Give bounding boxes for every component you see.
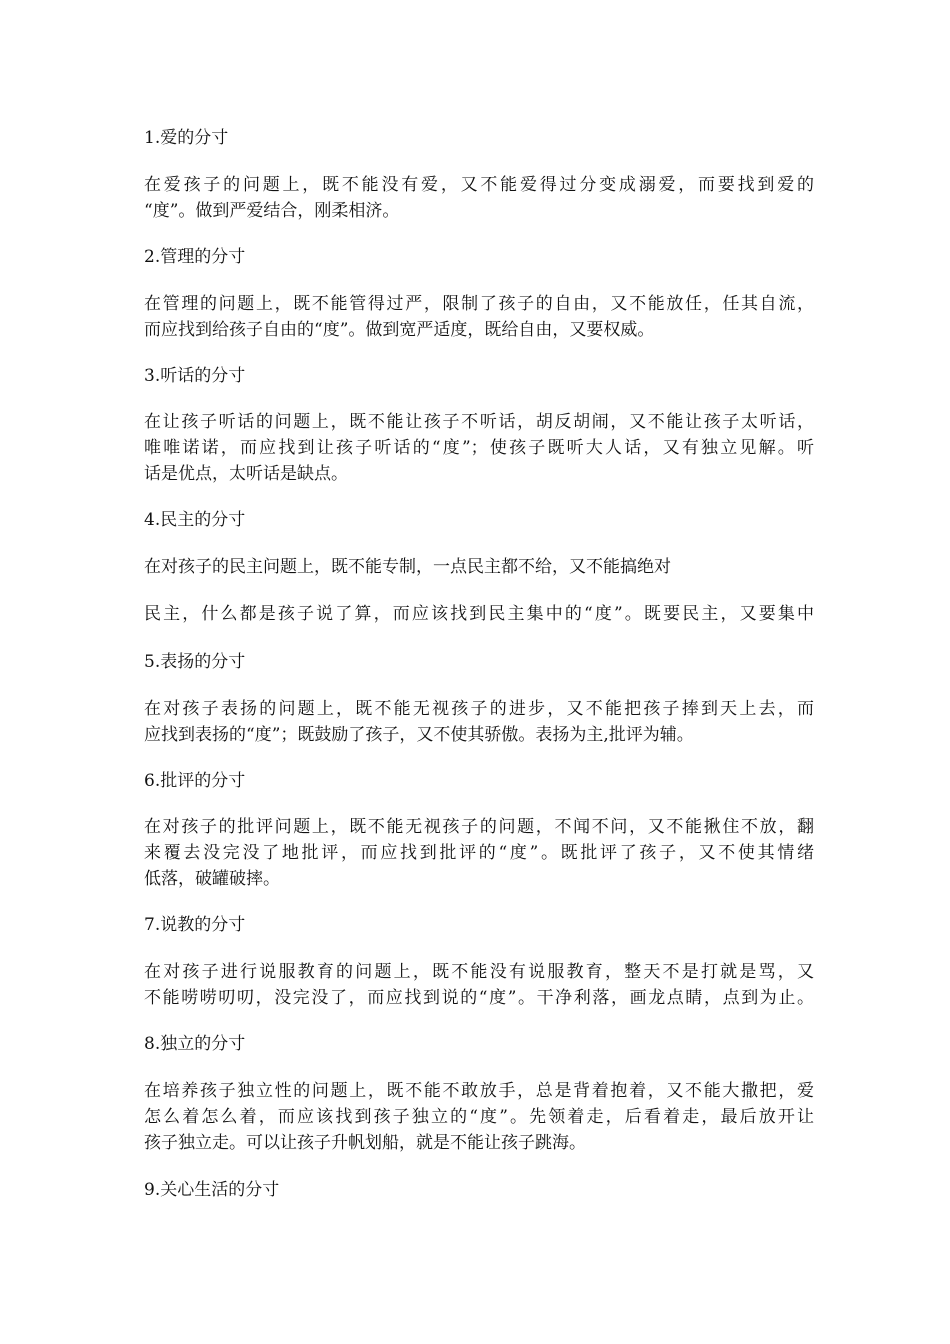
section-heading-2: 2.管理的分寸	[144, 247, 246, 267]
section-heading-1: 1.爱的分寸	[144, 128, 229, 148]
section-7-line-2: 不能唠唠叨叨，没完没了，而应找到说的“度”。干净利落，画龙点睛，点到为止。	[144, 988, 814, 1008]
section-8-line-1: 在培养孩子独立性的问题上，既不能不敢放手，总是背着抱着，又不能大撒把，爱	[144, 1081, 814, 1101]
section-6-line-1: 在对孩子的批评问题上，既不能无视孩子的问题，不闻不问，又不能揪住不放，翻	[144, 817, 814, 837]
section-2-line-1: 在管理的问题上，既不能管得过严，限制了孩子的自由，又不能放任，任其自流，	[144, 294, 814, 314]
section-4-line-1: 在对孩子的民主问题上，既不能专制，一点民主都不给，又不能搞绝对	[144, 557, 671, 577]
section-3-line-1: 在让孩子听话的问题上，既不能让孩子不听话，胡反胡闹，又不能让孩子太听话，	[144, 412, 814, 432]
section-8-line-2: 怎么着怎么着，而应该找到孩子独立的“度”。先领着走，后看着走，最后放开让	[144, 1107, 814, 1127]
section-3-line-3: 话是优点，太听话是缺点。	[144, 464, 348, 484]
section-4-line-2: 民主，什么都是孩子说了算，而应该找到民主集中的“度”。既要民主，又要集中	[144, 604, 814, 624]
section-7-line-1: 在对孩子进行说服教育的问题上，既不能没有说服教育，整天不是打就是骂，又	[144, 962, 814, 982]
section-heading-5: 5.表扬的分寸	[144, 652, 246, 672]
section-heading-4: 4.民主的分寸	[144, 510, 246, 530]
section-5-line-1: 在对孩子表扬的问题上，既不能无视孩子的进步，又不能把孩子捧到天上去，而	[144, 699, 814, 719]
section-5-line-2: 应找到表扬的“度”；既鼓励了孩子，又不使其骄傲。表扬为主,批评为辅。	[144, 725, 694, 745]
section-heading-6: 6.批评的分寸	[144, 771, 246, 791]
section-3-line-2: 唯唯诺诺，而应找到让孩子听话的“度”；使孩子既听大人话，又有独立见解。听	[144, 438, 814, 458]
section-1-line-2: “度”。做到严爱结合，刚柔相济。	[144, 201, 400, 221]
section-heading-9: 9.关心生活的分寸	[144, 1180, 280, 1200]
section-2-line-2: 而应找到给孩子自由的“度”。做到宽严适度，既给自由，又要权威。	[144, 320, 655, 340]
section-1-line-1: 在爱孩子的问题上，既不能没有爱，又不能爱得过分变成溺爱，而要找到爱的	[144, 175, 814, 195]
section-heading-8: 8.独立的分寸	[144, 1034, 246, 1054]
section-6-line-3: 低落，破罐破摔。	[144, 869, 280, 889]
section-6-line-2: 来覆去没完没了地批评，而应找到批评的“度”。既批评了孩子，又不使其情绪	[144, 843, 814, 863]
section-heading-7: 7.说教的分寸	[144, 915, 246, 935]
section-heading-3: 3.听话的分寸	[144, 366, 246, 386]
section-8-line-3: 孩子独立走。可以让孩子升帆划船，就是不能让孩子跳海。	[144, 1133, 586, 1153]
